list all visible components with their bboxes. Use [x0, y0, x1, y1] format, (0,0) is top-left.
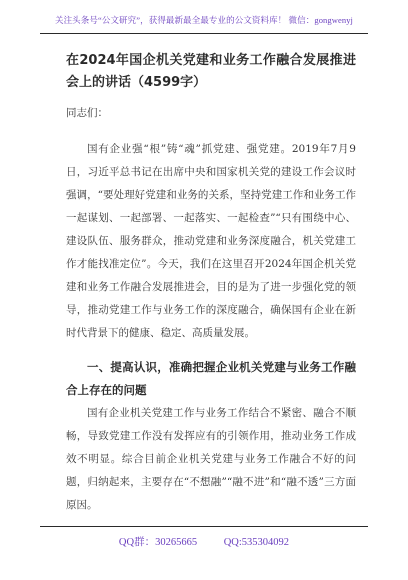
body-paragraph: 国有企业强“根”铸“魂”抓党建、强党建。2019年7月9日，习近平总书记在出席中央和国家机关党的建设工作会议时强调，“要处理好党建和业务的关系，坚持党建工作和业务工作一起谋划、一起部署、一起落实、一起检查”“只有围绕中心、建设队伍、服务群众，推动党建和业务深度融合，机关党建工作才能找准定位”。今天，我们在这里召开2024年国企机关党建和业务工作融合发展推进会，目的是为了进一步强化党的领导，推动党建工作与业务工作的深度融合，确保国有企业在新时代背景下的健康、稳定、高质量发展。 [66, 143, 356, 339]
footer [0, 534, 408, 549]
footer-divider [40, 526, 368, 527]
header-divider [40, 33, 368, 34]
section-heading: 一、提高认识，准确把握企业机关党建与业务工作融合上存在的问题 [66, 360, 356, 397]
footer-qq-group: QQ群：30265665 [118, 537, 198, 548]
salutation: 同志们： [66, 107, 108, 119]
footer-qq: QQ:535304092 [223, 537, 290, 548]
document-title: 在2024年国企机关党建和业务工作融合发展推进会上的讲话（4599字） [66, 53, 356, 90]
header-note: 关注头条号“公文研究”，获得最新最全最专业的公文资料库！ 微信：gongwenyj [54, 15, 354, 25]
body-paragraph: 国有企业机关党建工作与业务工作结合不紧密、融合不顺畅，导致党建工作没有发挥应有的引领作用，推动业务工作成效不明显。综合目前企业机关党建与业务工作融合不好的问题，归纳起来，主要存在“不想融”“融不进”和“融不透”三方面原因。 [66, 407, 356, 511]
